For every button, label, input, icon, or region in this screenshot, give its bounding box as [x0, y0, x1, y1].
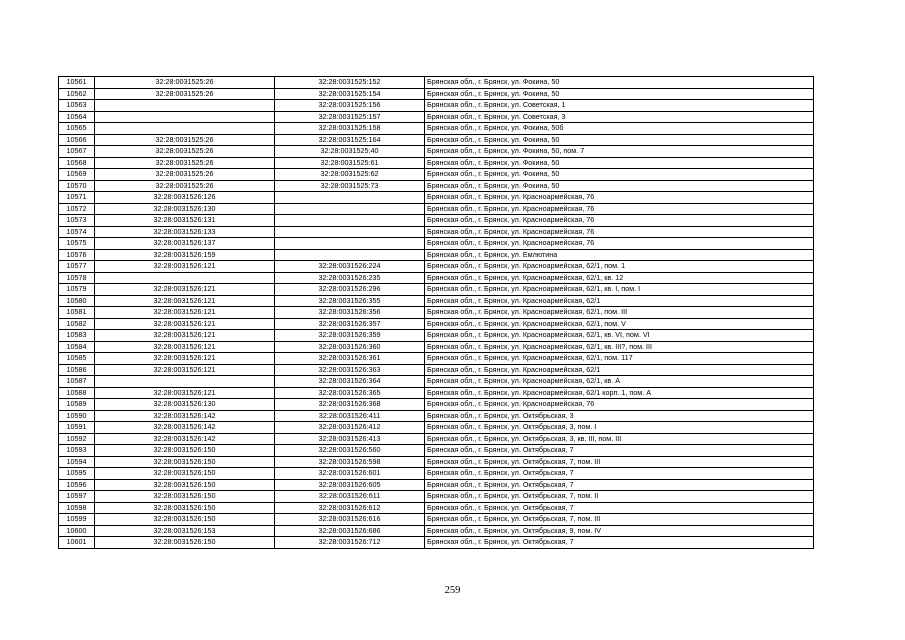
table-row [59, 525, 814, 537]
row-number-cell: 10582 [59, 318, 95, 330]
row-number-cell: 10583 [59, 330, 95, 342]
table-row [59, 376, 814, 388]
row-number-cell: 10588 [59, 387, 95, 399]
parcel-number-cell: 32:28:0031526:121 [95, 318, 275, 330]
object-number-cell: 32:28:0031525:61 [275, 157, 425, 169]
address-cell: Брянская обл., г. Брянск, ул. Октябрьская, 7, пом. III [425, 514, 814, 526]
address-cell: Брянская обл., г. Брянск, ул. Октябрьская, 7 [425, 479, 814, 491]
table-row [59, 100, 814, 112]
row-number-cell: 10597 [59, 491, 95, 503]
parcel-number-cell: 32:28:0031526:121 [95, 284, 275, 296]
table-row [59, 146, 814, 158]
address-cell: Брянская обл., г. Брянск, ул. Октябрьская, 7 [425, 445, 814, 457]
object-number-cell: 32:28:0031526:235 [275, 272, 425, 284]
address-cell: Брянская обл., г. Брянск, ул. Емлютина [425, 249, 814, 261]
address-cell: Брянская обл., г. Брянск, ул. Красноармейская, 62/1, пом. III [425, 307, 814, 319]
address-cell: Брянская обл., г. Брянск, ул. Советская, 1 [425, 100, 814, 112]
parcel-number-cell: 32:28:0031526:137 [95, 238, 275, 250]
table-row [59, 399, 814, 411]
table-row [59, 445, 814, 457]
row-number-cell: 10563 [59, 100, 95, 112]
object-number-cell: 32:28:0031525:73 [275, 180, 425, 192]
parcel-number-cell: 32:28:0031526:150 [95, 479, 275, 491]
parcel-number-cell: 32:28:0031526:121 [95, 353, 275, 365]
row-number-cell: 10595 [59, 468, 95, 480]
table-row [59, 422, 814, 434]
address-cell: Брянская обл., г. Брянск, ул. Фокина, 50б [425, 123, 814, 135]
table-row [59, 238, 814, 250]
parcel-number-cell: 32:28:0031525:26 [95, 180, 275, 192]
table-row [59, 261, 814, 273]
parcel-number-cell: 32:28:0031526:121 [95, 330, 275, 342]
parcel-number-cell: 32:28:0031526:121 [95, 387, 275, 399]
table-row [59, 226, 814, 238]
object-number-cell [275, 238, 425, 250]
row-number-cell: 10571 [59, 192, 95, 204]
parcel-number-cell: 32:28:0031525:26 [95, 77, 275, 89]
object-number-cell: 32:28:0031525:62 [275, 169, 425, 181]
address-cell: Брянская обл., г. Брянск, ул. Октябрьская, 7 [425, 537, 814, 549]
table-row [59, 502, 814, 514]
page-number: 259 [444, 585, 461, 596]
object-number-cell: 32:28:0031525:152 [275, 77, 425, 89]
object-number-cell: 32:28:0031526:560 [275, 445, 425, 457]
object-number-cell: 32:28:0031526:598 [275, 456, 425, 468]
object-number-cell: 32:28:0031526:712 [275, 537, 425, 549]
parcel-number-cell: 32:28:0031526:150 [95, 502, 275, 514]
address-cell: Брянская обл., г. Брянск, ул. Красноармейская, 76 [425, 238, 814, 250]
object-number-cell: 32:28:0031526:360 [275, 341, 425, 353]
parcel-number-cell: 32:28:0031525:26 [95, 88, 275, 100]
parcel-number-cell: 32:28:0031526:142 [95, 422, 275, 434]
row-number-cell: 10569 [59, 169, 95, 181]
row-number-cell: 10565 [59, 123, 95, 135]
object-number-cell: 32:28:0031526:412 [275, 422, 425, 434]
object-number-cell: 32:28:0031525:154 [275, 88, 425, 100]
object-number-cell [275, 249, 425, 261]
table-row [59, 514, 814, 526]
object-number-cell: 32:28:0031526:612 [275, 502, 425, 514]
address-cell: Брянская обл., г. Брянск, ул. Красноармейская, 62/1, кв. I, пом. I [425, 284, 814, 296]
object-number-cell: 32:28:0031525:156 [275, 100, 425, 112]
parcel-number-cell: 32:28:0031526:150 [95, 468, 275, 480]
parcel-number-cell: 32:28:0031526:142 [95, 433, 275, 445]
address-cell: Брянская обл., г. Брянск, ул. Фокина, 50, пом. 7 [425, 146, 814, 158]
table-row [59, 307, 814, 319]
object-number-cell: 32:28:0031526:601 [275, 468, 425, 480]
row-number-cell: 10573 [59, 215, 95, 227]
address-cell: Брянская обл., г. Брянск, ул. Октябрьская, 9, пом. IV [425, 525, 814, 537]
table-row [59, 364, 814, 376]
address-cell: Брянская обл., г. Брянск, ул. Октябрьская, 3, кв. III, пом. III [425, 433, 814, 445]
parcel-number-cell: 32:28:0031526:150 [95, 445, 275, 457]
table-row [59, 77, 814, 89]
table-row [59, 157, 814, 169]
parcel-number-cell: 32:28:0031526:150 [95, 537, 275, 549]
table-row [59, 88, 814, 100]
row-number-cell: 10593 [59, 445, 95, 457]
address-cell: Брянская обл., г. Брянск, ул. Красноармейская, 76 [425, 192, 814, 204]
parcel-number-cell: 32:28:0031525:26 [95, 134, 275, 146]
row-number-cell: 10594 [59, 456, 95, 468]
row-number-cell: 10570 [59, 180, 95, 192]
row-number-cell: 10592 [59, 433, 95, 445]
parcel-number-cell: 32:28:0031526:121 [95, 341, 275, 353]
parcel-number-cell: 32:28:0031526:150 [95, 456, 275, 468]
address-cell: Брянская обл., г. Брянск, ул. Октябрьская, 7, пом. III [425, 456, 814, 468]
row-number-cell: 10567 [59, 146, 95, 158]
table-row [59, 479, 814, 491]
address-cell: Брянская обл., г. Брянск, ул. Красноармейская, 76 [425, 226, 814, 238]
table-row [59, 341, 814, 353]
address-cell: Брянская обл., г. Брянск, ул. Красноармейская, 62/1, кв. А [425, 376, 814, 388]
table-row [59, 387, 814, 399]
object-number-cell [275, 226, 425, 238]
object-number-cell: 32:28:0031526:368 [275, 399, 425, 411]
parcel-number-cell [95, 111, 275, 123]
object-number-cell: 32:28:0031525:158 [275, 123, 425, 135]
object-number-cell: 32:28:0031526:361 [275, 353, 425, 365]
row-number-cell: 10576 [59, 249, 95, 261]
parcel-number-cell: 32:28:0031526:130 [95, 399, 275, 411]
parcel-number-cell: 32:28:0031526:142 [95, 410, 275, 422]
table-row [59, 203, 814, 215]
object-number-cell: 32:28:0031526:364 [275, 376, 425, 388]
parcel-number-cell [95, 123, 275, 135]
table-row [59, 353, 814, 365]
parcel-number-cell: 32:28:0031526:133 [95, 226, 275, 238]
object-number-cell [275, 215, 425, 227]
table-row [59, 249, 814, 261]
address-cell: Брянская обл., г. Брянск, ул. Красноармейская, 62/1, кв. III?, пом. III [425, 341, 814, 353]
object-number-cell: 32:28:0031526:224 [275, 261, 425, 273]
parcel-number-cell: 32:28:0031526:130 [95, 203, 275, 215]
object-number-cell: 32:28:0031526:296 [275, 284, 425, 296]
object-number-cell: 32:28:0031525:40 [275, 146, 425, 158]
address-cell: Брянская обл., г. Брянск, ул. Фокина, 50 [425, 169, 814, 181]
registry-table-body [59, 77, 814, 549]
parcel-number-cell: 32:28:0031526:131 [95, 215, 275, 227]
object-number-cell: 32:28:0031526:411 [275, 410, 425, 422]
address-cell: Брянская обл., г. Брянск, ул. Советская, 3 [425, 111, 814, 123]
table-row [59, 111, 814, 123]
parcel-number-cell [95, 100, 275, 112]
object-number-cell: 32:28:0031526:356 [275, 307, 425, 319]
table-row [59, 134, 814, 146]
row-number-cell: 10585 [59, 353, 95, 365]
address-cell: Брянская обл., г. Брянск, ул. Фокина, 50 [425, 77, 814, 89]
row-number-cell: 10596 [59, 479, 95, 491]
parcel-number-cell: 32:28:0031526:121 [95, 307, 275, 319]
parcel-number-cell: 32:28:0031526:121 [95, 364, 275, 376]
object-number-cell: 32:28:0031526:611 [275, 491, 425, 503]
parcel-number-cell: 32:28:0031526:159 [95, 249, 275, 261]
table-row [59, 215, 814, 227]
row-number-cell: 10600 [59, 525, 95, 537]
table-row [59, 491, 814, 503]
object-number-cell: 32:28:0031526:355 [275, 295, 425, 307]
row-number-cell: 10581 [59, 307, 95, 319]
row-number-cell: 10568 [59, 157, 95, 169]
row-number-cell: 10574 [59, 226, 95, 238]
address-cell: Брянская обл., г. Брянск, ул. Красноармейская, 76 [425, 399, 814, 411]
parcel-number-cell: 32:28:0031526:121 [95, 295, 275, 307]
table-row [59, 318, 814, 330]
object-number-cell [275, 192, 425, 204]
address-cell: Брянская обл., г. Брянск, ул. Октябрьская, 7 [425, 502, 814, 514]
object-number-cell: 32:28:0031525:157 [275, 111, 425, 123]
address-cell: Брянская обл., г. Брянск, ул. Красноармейская, 62/1, пом. 117 [425, 353, 814, 365]
row-number-cell: 10575 [59, 238, 95, 250]
registry-table [58, 76, 814, 549]
table-row [59, 330, 814, 342]
parcel-number-cell [95, 376, 275, 388]
address-cell: Брянская обл., г. Брянск, ул. Красноармейская, 62/1 корп. 1, пом. А [425, 387, 814, 399]
row-number-cell: 10590 [59, 410, 95, 422]
table-row [59, 192, 814, 204]
object-number-cell: 32:28:0031526:357 [275, 318, 425, 330]
table-row [59, 180, 814, 192]
row-number-cell: 10580 [59, 295, 95, 307]
row-number-cell: 10589 [59, 399, 95, 411]
row-number-cell: 10561 [59, 77, 95, 89]
parcel-number-cell [95, 272, 275, 284]
row-number-cell: 10578 [59, 272, 95, 284]
row-number-cell: 10586 [59, 364, 95, 376]
address-cell: Брянская обл., г. Брянск, ул. Красноармейская, 62/1 [425, 295, 814, 307]
parcel-number-cell: 32:28:0031526:153 [95, 525, 275, 537]
parcel-number-cell: 32:28:0031526:121 [95, 261, 275, 273]
object-number-cell: 32:28:0031526:365 [275, 387, 425, 399]
object-number-cell: 32:28:0031526:616 [275, 514, 425, 526]
address-cell: Брянская обл., г. Брянск, ул. Красноармейская, 62/1 [425, 364, 814, 376]
table-row [59, 537, 814, 549]
address-cell: Брянская обл., г. Брянск, ул. Красноармейская, 62/1, кв. 12 [425, 272, 814, 284]
address-cell: Брянская обл., г. Брянск, ул. Октябрьская, 3 [425, 410, 814, 422]
table-row [59, 295, 814, 307]
row-number-cell: 10591 [59, 422, 95, 434]
parcel-number-cell: 32:28:0031525:26 [95, 146, 275, 158]
address-cell: Брянская обл., г. Брянск, ул. Красноармейская, 76 [425, 203, 814, 215]
address-cell: Брянская обл., г. Брянск, ул. Фокина, 50 [425, 134, 814, 146]
row-number-cell: 10601 [59, 537, 95, 549]
table-row [59, 272, 814, 284]
table-row [59, 284, 814, 296]
table-row [59, 410, 814, 422]
parcel-number-cell: 32:28:0031526:126 [95, 192, 275, 204]
table-row [59, 433, 814, 445]
object-number-cell: 32:28:0031526:413 [275, 433, 425, 445]
address-cell: Брянская обл., г. Брянск, ул. Красноармейская, 62/1, кв. VI, пом. VI [425, 330, 814, 342]
row-number-cell: 10598 [59, 502, 95, 514]
row-number-cell: 10562 [59, 88, 95, 100]
parcel-number-cell: 32:28:0031526:150 [95, 491, 275, 503]
parcel-number-cell: 32:28:0031525:26 [95, 169, 275, 181]
table-row [59, 468, 814, 480]
address-cell: Брянская обл., г. Брянск, ул. Октябрьская, 7 [425, 468, 814, 480]
address-cell: Брянская обл., г. Брянск, ул. Октябрьская, 7, пом. II [425, 491, 814, 503]
object-number-cell: 32:28:0031525:164 [275, 134, 425, 146]
address-cell: Брянская обл., г. Брянск, ул. Фокина, 50 [425, 180, 814, 192]
table-row [59, 169, 814, 181]
object-number-cell: 32:28:0031526:363 [275, 364, 425, 376]
parcel-number-cell: 32:28:0031525:26 [95, 157, 275, 169]
table-row [59, 456, 814, 468]
address-cell: Брянская обл., г. Брянск, ул. Фокина, 50 [425, 88, 814, 100]
row-number-cell: 10587 [59, 376, 95, 388]
parcel-number-cell: 32:28:0031526:150 [95, 514, 275, 526]
object-number-cell: 32:28:0031526:359 [275, 330, 425, 342]
address-cell: Брянская обл., г. Брянск, ул. Красноармейская, 62/1, пом. V [425, 318, 814, 330]
row-number-cell: 10599 [59, 514, 95, 526]
object-number-cell [275, 203, 425, 215]
row-number-cell: 10566 [59, 134, 95, 146]
table-row [59, 123, 814, 135]
address-cell: Брянская обл., г. Брянск, ул. Красноармейская, 76 [425, 215, 814, 227]
object-number-cell: 32:28:0031526:686 [275, 525, 425, 537]
row-number-cell: 10579 [59, 284, 95, 296]
address-cell: Брянская обл., г. Брянск, ул. Октябрьская, 3, пом. I [425, 422, 814, 434]
row-number-cell: 10572 [59, 203, 95, 215]
object-number-cell: 32:28:0031526:605 [275, 479, 425, 491]
row-number-cell: 10584 [59, 341, 95, 353]
row-number-cell: 10577 [59, 261, 95, 273]
row-number-cell: 10564 [59, 111, 95, 123]
address-cell: Брянская обл., г. Брянск, ул. Фокина, 50 [425, 157, 814, 169]
address-cell: Брянская обл., г. Брянск, ул. Красноармейская, 62/1, пом. 1 [425, 261, 814, 273]
